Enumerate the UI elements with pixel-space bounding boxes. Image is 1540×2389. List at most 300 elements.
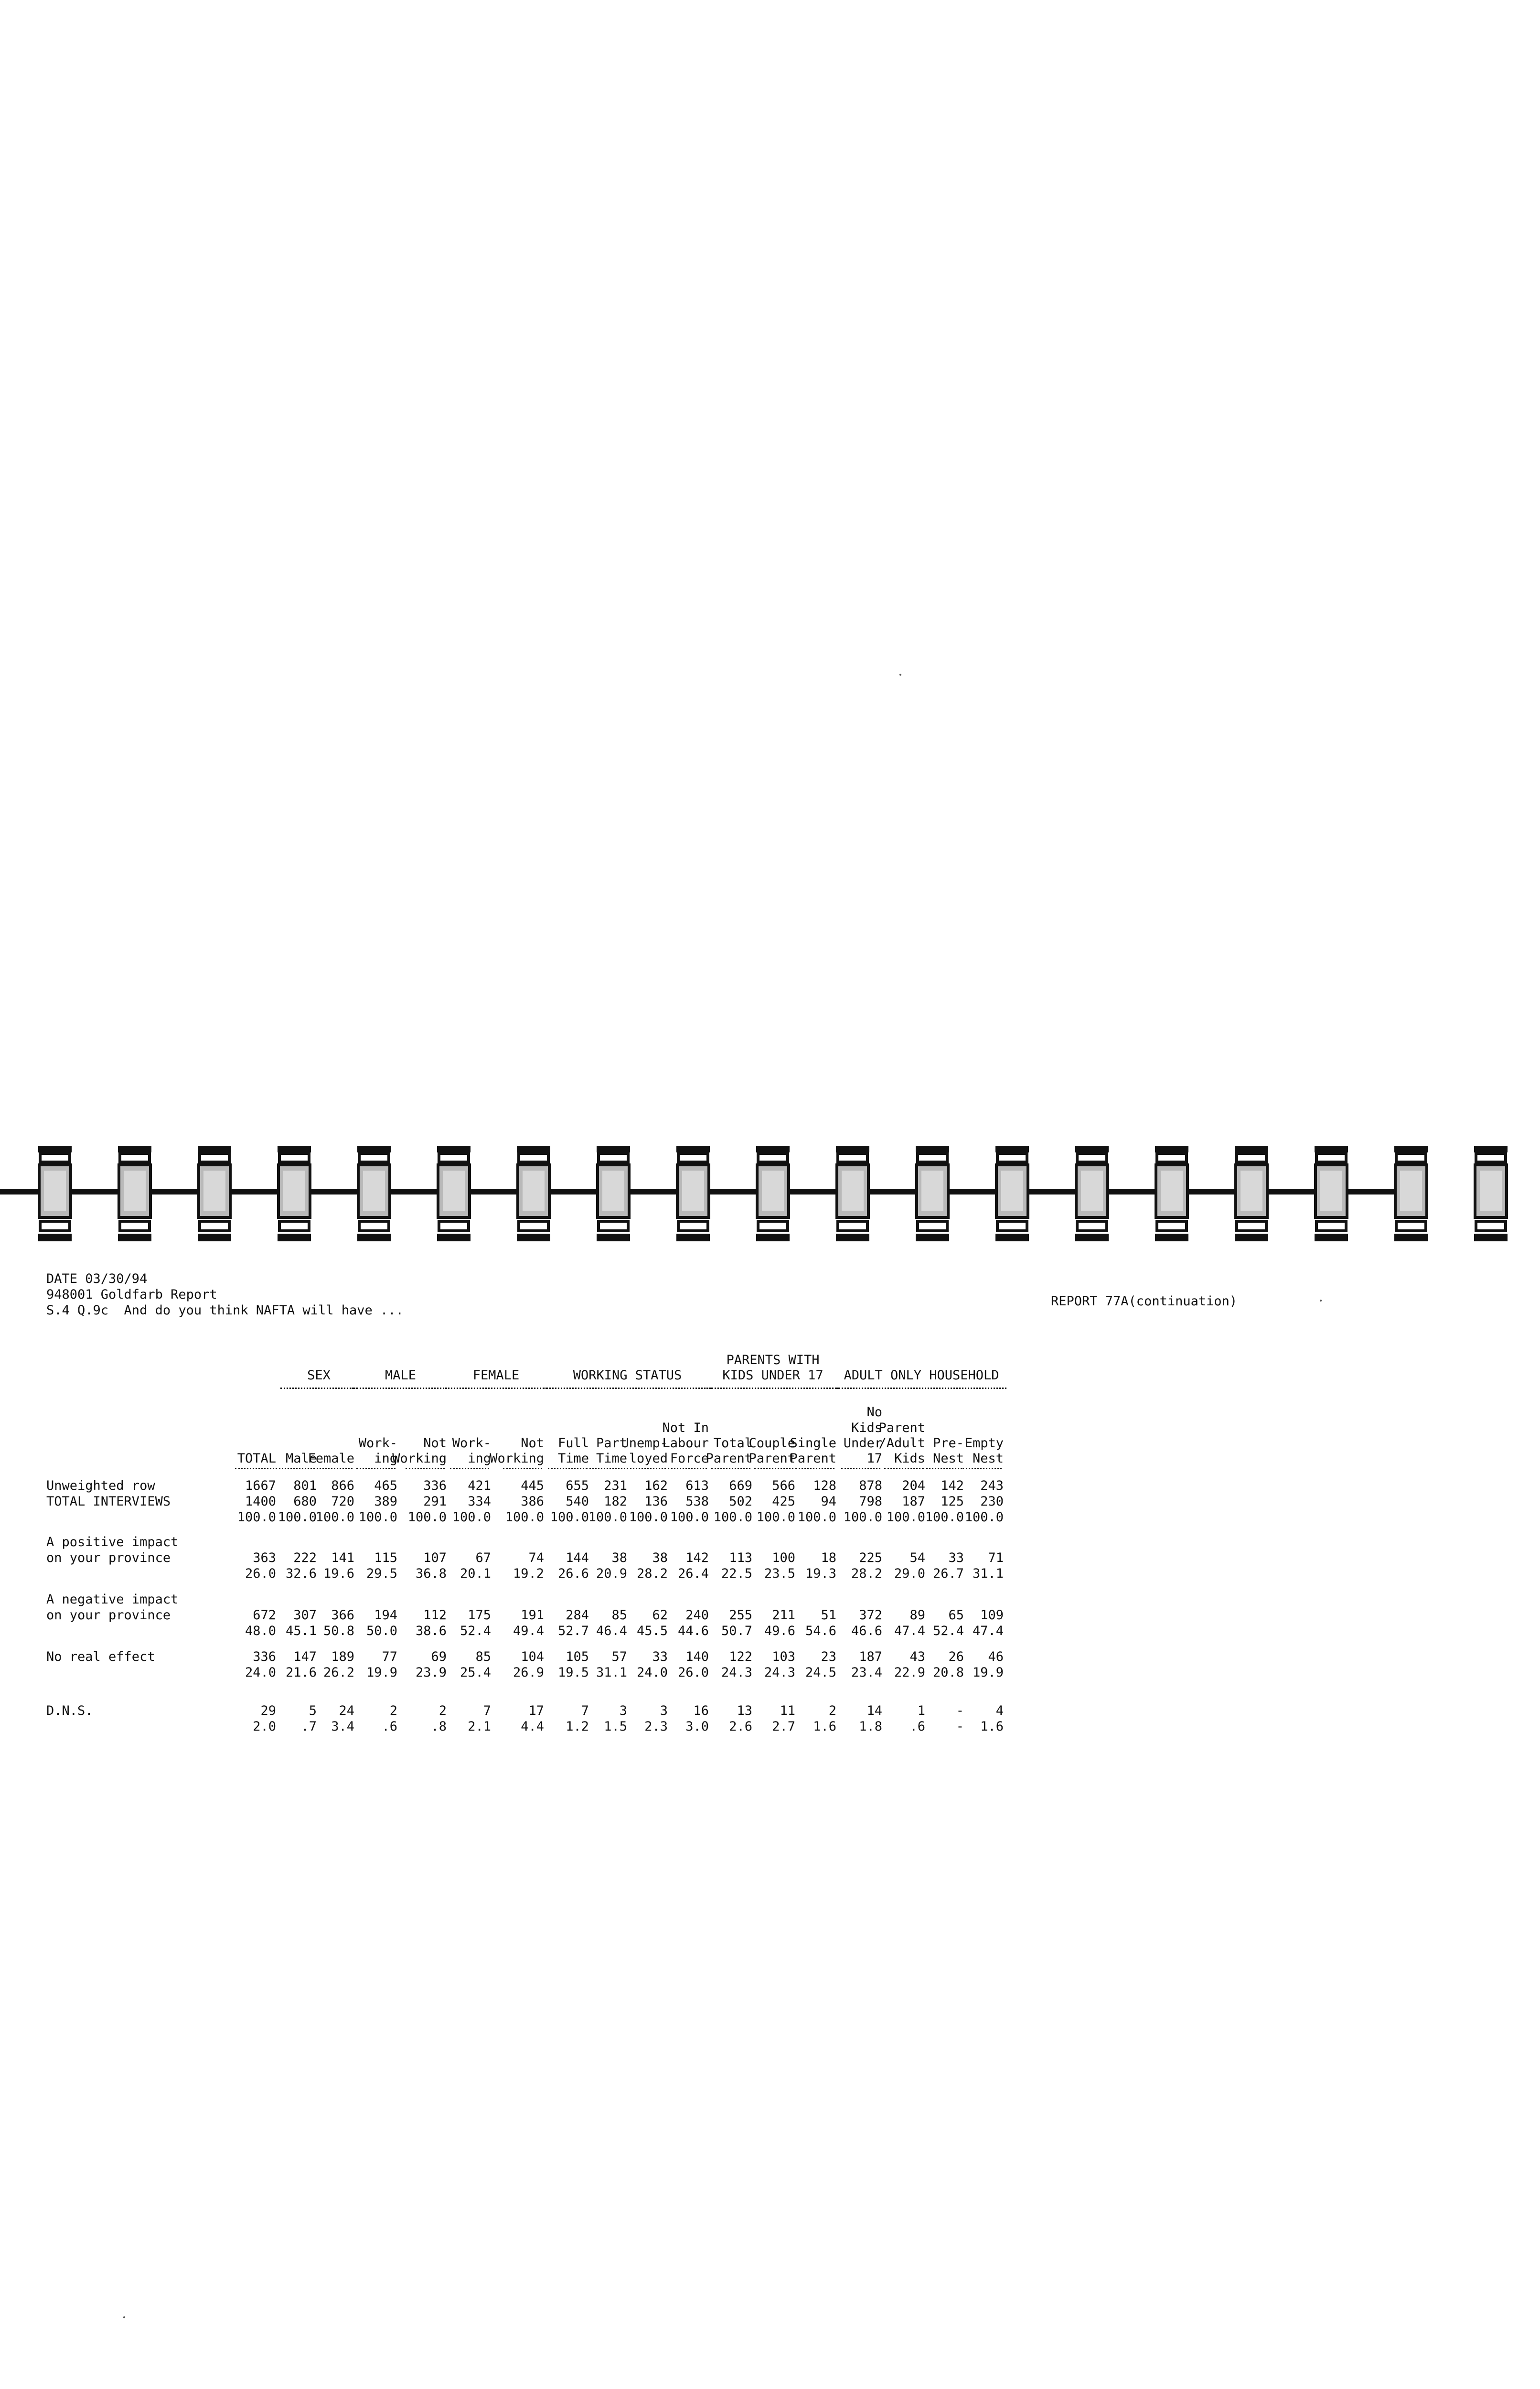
binding-ring-top bbox=[1235, 1146, 1268, 1152]
table-cell: 100.0 bbox=[886, 1510, 925, 1525]
column-header: Parent bbox=[878, 1420, 925, 1435]
column-underline bbox=[586, 1468, 625, 1469]
binding-ring-bottom bbox=[1155, 1234, 1188, 1241]
table-cell: 100.0 bbox=[670, 1510, 709, 1525]
binding-ring-top bbox=[278, 1146, 311, 1152]
table-cell: 878 bbox=[859, 1478, 882, 1493]
table-cell: 866 bbox=[331, 1478, 354, 1493]
column-underline bbox=[923, 1468, 962, 1469]
banner-group-label: FEMALE bbox=[472, 1368, 520, 1383]
binding-ring-top bbox=[198, 1146, 231, 1152]
table-cell: 100.0 bbox=[756, 1510, 795, 1525]
table-cell: 230 bbox=[980, 1494, 1004, 1509]
table-cell: 189 bbox=[331, 1649, 354, 1664]
row-label: on your province bbox=[46, 1608, 171, 1623]
binding-ring-shade bbox=[762, 1171, 784, 1211]
column-header: Labour bbox=[662, 1436, 709, 1451]
table-cell: 17 bbox=[528, 1703, 544, 1718]
table-cell: 366 bbox=[331, 1608, 354, 1623]
banner-group-label: MALE bbox=[385, 1368, 417, 1383]
table-cell: 62 bbox=[652, 1608, 668, 1623]
column-header: No bbox=[866, 1405, 882, 1420]
table-cell: 20.9 bbox=[596, 1566, 627, 1581]
binding-ring-bottom bbox=[437, 1234, 471, 1241]
binding-ring-cap bbox=[519, 1153, 548, 1162]
column-header: 17 bbox=[866, 1451, 882, 1466]
binding-ring-shade bbox=[523, 1171, 545, 1211]
table-cell: 144 bbox=[566, 1550, 589, 1565]
column-underline bbox=[795, 1468, 834, 1469]
table-cell: 7 bbox=[581, 1703, 589, 1718]
binding-ring-foot bbox=[439, 1221, 469, 1231]
column-header: Working bbox=[490, 1451, 544, 1466]
table-cell: 26.6 bbox=[557, 1566, 589, 1581]
table-cell: 46 bbox=[988, 1649, 1004, 1664]
table-cell: 175 bbox=[468, 1608, 491, 1623]
binding-ring-cap bbox=[120, 1153, 150, 1162]
table-cell: 26.2 bbox=[323, 1665, 354, 1680]
binding-ring-cap bbox=[200, 1153, 229, 1162]
binding-ring-shade bbox=[1241, 1171, 1262, 1211]
question-text: S.4 Q.9c And do you think NAFTA will have ... bbox=[46, 1303, 404, 1318]
binding-ring-top bbox=[676, 1146, 710, 1152]
table-cell: 26.9 bbox=[513, 1665, 544, 1680]
column-header: Force bbox=[670, 1451, 709, 1466]
table-cell: .8 bbox=[431, 1719, 447, 1734]
table-cell: 32.6 bbox=[285, 1566, 317, 1581]
binding-ring-foot bbox=[1237, 1221, 1266, 1231]
table-cell: 54.6 bbox=[805, 1624, 836, 1638]
binding-ring-shade bbox=[44, 1171, 66, 1211]
banner-group-label: SEX bbox=[307, 1368, 331, 1383]
column-header: Work- bbox=[358, 1436, 397, 1451]
table-cell: 69 bbox=[431, 1649, 447, 1664]
report-date: DATE 03/30/94 bbox=[46, 1271, 148, 1286]
binding-ring-top bbox=[1075, 1146, 1109, 1152]
table-cell: 100.0 bbox=[629, 1510, 668, 1525]
table-cell: 28.2 bbox=[851, 1566, 882, 1581]
table-cell: 141 bbox=[331, 1550, 354, 1565]
table-cell: 100.0 bbox=[588, 1510, 627, 1525]
table-cell: 47.4 bbox=[972, 1624, 1004, 1638]
column-underline bbox=[548, 1468, 587, 1469]
binding-ring-foot bbox=[1157, 1221, 1187, 1231]
table-cell: 33 bbox=[948, 1550, 964, 1565]
column-header: Kids bbox=[851, 1420, 882, 1435]
binding-ring-cap bbox=[279, 1153, 309, 1162]
table-cell: 113 bbox=[729, 1550, 752, 1565]
banner-group-underline bbox=[280, 1388, 357, 1389]
table-cell: 100.0 bbox=[797, 1510, 836, 1525]
table-cell: 538 bbox=[685, 1494, 709, 1509]
table-cell: 672 bbox=[253, 1608, 276, 1623]
table-cell: 103 bbox=[772, 1649, 795, 1664]
table-cell: 231 bbox=[604, 1478, 627, 1493]
row-label: A positive impact bbox=[46, 1535, 179, 1550]
table-cell: 540 bbox=[566, 1494, 589, 1509]
table-cell: 255 bbox=[729, 1608, 752, 1623]
table-cell: 38 bbox=[611, 1550, 627, 1565]
row-label: A negative impact bbox=[46, 1592, 179, 1607]
column-header: ing bbox=[374, 1451, 397, 1466]
table-cell: 100.0 bbox=[407, 1510, 447, 1525]
table-cell: 3 bbox=[619, 1703, 627, 1718]
banner-group-label: KIDS UNDER 17 bbox=[722, 1368, 823, 1383]
table-cell: .6 bbox=[909, 1719, 925, 1734]
binding-ring-cap bbox=[40, 1153, 70, 1162]
table-cell: 85 bbox=[611, 1608, 627, 1623]
table-cell: 22.9 bbox=[894, 1665, 925, 1680]
table-cell: 51 bbox=[821, 1608, 836, 1623]
table-cell: 211 bbox=[772, 1608, 795, 1623]
binding-ring-bottom bbox=[916, 1234, 949, 1241]
table-cell: 11 bbox=[780, 1703, 795, 1718]
table-cell: 52.4 bbox=[460, 1624, 491, 1638]
table-cell: 3 bbox=[660, 1703, 668, 1718]
binding-ring-bottom bbox=[517, 1234, 550, 1241]
binding-ring-cap bbox=[439, 1153, 469, 1162]
table-cell: 13 bbox=[737, 1703, 752, 1718]
table-cell: 2.0 bbox=[253, 1719, 276, 1734]
column-header: ing bbox=[468, 1451, 491, 1466]
column-underline bbox=[884, 1468, 923, 1469]
column-underline bbox=[503, 1468, 542, 1469]
binding-ring-top bbox=[756, 1146, 790, 1152]
table-cell: 33 bbox=[652, 1649, 668, 1664]
table-cell: 2.1 bbox=[468, 1719, 491, 1734]
table-cell: 801 bbox=[293, 1478, 317, 1493]
table-cell: 104 bbox=[521, 1649, 544, 1664]
column-header: Unemp- bbox=[621, 1436, 668, 1451]
table-cell: 18 bbox=[821, 1550, 836, 1565]
column-header: Working bbox=[392, 1451, 447, 1466]
table-cell: 720 bbox=[331, 1494, 354, 1509]
table-cell: 1.8 bbox=[859, 1719, 882, 1734]
table-cell: 3.4 bbox=[331, 1719, 354, 1734]
table-cell: 421 bbox=[468, 1478, 491, 1493]
column-header: TOTAL bbox=[237, 1451, 276, 1466]
table-cell: 19.2 bbox=[513, 1566, 544, 1581]
table-cell: 465 bbox=[374, 1478, 397, 1493]
binding-ring-foot bbox=[40, 1221, 70, 1231]
table-cell: 26.7 bbox=[932, 1566, 964, 1581]
banner-group-underline bbox=[706, 1388, 839, 1389]
table-cell: 29 bbox=[260, 1703, 276, 1718]
binding-ring-cap bbox=[678, 1153, 708, 1162]
binding-ring-foot bbox=[279, 1221, 309, 1231]
column-underline bbox=[668, 1468, 707, 1469]
binding-ring-foot bbox=[678, 1221, 708, 1231]
table-cell: 31.1 bbox=[596, 1665, 627, 1680]
column-underline bbox=[276, 1468, 315, 1469]
table-cell: 100.0 bbox=[964, 1510, 1004, 1525]
table-cell: 50.0 bbox=[366, 1624, 397, 1638]
table-cell: 1 bbox=[917, 1703, 925, 1718]
binding-ring-bottom bbox=[676, 1234, 710, 1241]
table-cell: 655 bbox=[566, 1478, 589, 1493]
table-cell: 29.5 bbox=[366, 1566, 397, 1581]
banner-group-label: WORKING STATUS bbox=[573, 1368, 682, 1383]
table-cell: 74 bbox=[528, 1550, 544, 1565]
binding-ring-bottom bbox=[38, 1234, 72, 1241]
table-cell: 445 bbox=[521, 1478, 544, 1493]
binding-ring-shade bbox=[1400, 1171, 1422, 1211]
table-cell: 115 bbox=[374, 1550, 397, 1565]
binding-ring-top bbox=[517, 1146, 550, 1152]
row-label: D.N.S. bbox=[46, 1703, 93, 1718]
binding-ring-foot bbox=[918, 1221, 947, 1231]
table-cell: 50.8 bbox=[323, 1624, 354, 1638]
binding-ring-shade bbox=[842, 1171, 864, 1211]
row-label: TOTAL INTERVIEWS bbox=[46, 1494, 171, 1509]
binding-ring-shade bbox=[203, 1171, 225, 1211]
table-cell: 389 bbox=[374, 1494, 397, 1509]
table-cell: 23.4 bbox=[851, 1665, 882, 1680]
column-header: Work- bbox=[452, 1436, 491, 1451]
table-cell: 1.6 bbox=[813, 1719, 836, 1734]
table-cell: 191 bbox=[521, 1608, 544, 1623]
report-id: REPORT 77A(continuation) bbox=[1051, 1294, 1238, 1309]
table-cell: 334 bbox=[468, 1494, 491, 1509]
table-cell: 77 bbox=[382, 1649, 397, 1664]
table-cell: 225 bbox=[859, 1550, 882, 1565]
table-cell: 1400 bbox=[245, 1494, 276, 1509]
binding-ring-bottom bbox=[597, 1234, 630, 1241]
column-underline bbox=[313, 1468, 353, 1469]
table-cell: 136 bbox=[644, 1494, 668, 1509]
column-header: Parent bbox=[749, 1451, 795, 1466]
binding-ring-bottom bbox=[1394, 1234, 1428, 1241]
table-cell: 24.5 bbox=[805, 1665, 836, 1680]
table-cell: 19.9 bbox=[972, 1665, 1004, 1680]
column-underline bbox=[962, 1468, 1002, 1469]
table-cell: 19.3 bbox=[805, 1566, 836, 1581]
column-header: Total bbox=[713, 1436, 752, 1451]
column-header: Time bbox=[557, 1451, 589, 1466]
spiral-binding bbox=[0, 1137, 1540, 1257]
table-cell: 4.4 bbox=[521, 1719, 544, 1734]
table-cell: 24 bbox=[339, 1703, 354, 1718]
table-cell: 182 bbox=[604, 1494, 627, 1509]
table-cell: 147 bbox=[293, 1649, 317, 1664]
table-cell: 291 bbox=[423, 1494, 447, 1509]
table-cell: 194 bbox=[374, 1608, 397, 1623]
table-cell: 284 bbox=[566, 1608, 589, 1623]
binding-ring-foot bbox=[997, 1221, 1027, 1231]
column-underline bbox=[841, 1468, 880, 1469]
column-header: Female bbox=[308, 1451, 354, 1466]
column-underline bbox=[406, 1468, 445, 1469]
table-cell: 222 bbox=[293, 1550, 317, 1565]
table-cell: 243 bbox=[980, 1478, 1004, 1493]
column-header: Not bbox=[521, 1436, 544, 1451]
binding-ring-top bbox=[1155, 1146, 1188, 1152]
banner-group-underline bbox=[543, 1388, 712, 1389]
binding-ring-bottom bbox=[198, 1234, 231, 1241]
table-cell: 57 bbox=[611, 1649, 627, 1664]
column-underline bbox=[627, 1468, 666, 1469]
binding-ring-foot bbox=[599, 1221, 628, 1231]
table-cell: 187 bbox=[902, 1494, 925, 1509]
table-cell: 100.0 bbox=[452, 1510, 491, 1525]
table-cell: 187 bbox=[859, 1649, 882, 1664]
binding-ring-top bbox=[1474, 1146, 1508, 1152]
table-cell: 502 bbox=[729, 1494, 752, 1509]
binding-ring-top bbox=[437, 1146, 471, 1152]
binding-ring-bottom bbox=[1235, 1234, 1268, 1241]
table-cell: 20.1 bbox=[460, 1566, 491, 1581]
crosstab-table bbox=[0, 1338, 1540, 1816]
table-cell: 100.0 bbox=[505, 1510, 544, 1525]
binding-ring-shade bbox=[1161, 1171, 1183, 1211]
table-cell: 2 bbox=[389, 1703, 397, 1718]
banner-group-underline bbox=[352, 1388, 449, 1389]
binding-ring-top bbox=[995, 1146, 1029, 1152]
table-cell: 52.7 bbox=[557, 1624, 589, 1638]
binding-ring-shade bbox=[1320, 1171, 1342, 1211]
table-cell: 109 bbox=[980, 1608, 1004, 1623]
table-cell: 162 bbox=[644, 1478, 668, 1493]
table-cell: 54 bbox=[909, 1550, 925, 1565]
column-underline bbox=[235, 1468, 274, 1469]
binding-ring-cap bbox=[918, 1153, 947, 1162]
table-cell: 49.6 bbox=[764, 1624, 795, 1638]
table-cell: 100.0 bbox=[925, 1510, 964, 1525]
table-cell: 26 bbox=[948, 1649, 964, 1664]
table-cell: 372 bbox=[859, 1608, 882, 1623]
table-cell: 19.6 bbox=[323, 1566, 354, 1581]
table-cell: 25.4 bbox=[460, 1665, 491, 1680]
column-header: /Adult bbox=[878, 1436, 925, 1451]
table-cell: 16 bbox=[693, 1703, 709, 1718]
binding-ring-bottom bbox=[357, 1234, 391, 1241]
binding-ring-cap bbox=[1077, 1153, 1107, 1162]
table-cell: 45.1 bbox=[285, 1624, 317, 1638]
table-cell: 46.4 bbox=[596, 1624, 627, 1638]
binding-ring-top bbox=[118, 1146, 151, 1152]
binding-ring-foot bbox=[200, 1221, 229, 1231]
binding-ring-cap bbox=[997, 1153, 1027, 1162]
row-label: on your province bbox=[46, 1550, 171, 1565]
table-cell: 26.0 bbox=[245, 1566, 276, 1581]
table-cell: 336 bbox=[423, 1478, 447, 1493]
table-cell: 100.0 bbox=[713, 1510, 752, 1525]
table-cell: 24.3 bbox=[764, 1665, 795, 1680]
column-header: Under bbox=[843, 1436, 882, 1451]
binding-ring-bottom bbox=[1315, 1234, 1348, 1241]
table-cell: 22.5 bbox=[721, 1566, 752, 1581]
table-cell: 31.1 bbox=[972, 1566, 1004, 1581]
table-cell: 613 bbox=[685, 1478, 709, 1493]
table-cell: - bbox=[956, 1703, 964, 1718]
table-cell: 36.8 bbox=[415, 1566, 447, 1581]
table-cell: 142 bbox=[685, 1550, 709, 1565]
table-cell: 100.0 bbox=[237, 1510, 276, 1525]
binding-ring-foot bbox=[1077, 1221, 1107, 1231]
column-header: Parent bbox=[706, 1451, 752, 1466]
column-header: Parent bbox=[790, 1451, 836, 1466]
table-cell: 669 bbox=[729, 1478, 752, 1493]
binding-ring-top bbox=[1394, 1146, 1428, 1152]
binding-ring-shade bbox=[921, 1171, 943, 1211]
table-cell: 100.0 bbox=[358, 1510, 397, 1525]
binding-ring-cap bbox=[758, 1153, 788, 1162]
table-cell: 1667 bbox=[245, 1478, 276, 1493]
table-cell: 1.2 bbox=[566, 1719, 589, 1734]
table-cell: 50.7 bbox=[721, 1624, 752, 1638]
column-header: Part bbox=[596, 1436, 627, 1451]
row-label: Unweighted row bbox=[46, 1478, 155, 1493]
column-header: Single bbox=[790, 1436, 836, 1451]
table-cell: 85 bbox=[475, 1649, 491, 1664]
binding-ring-cap bbox=[1396, 1153, 1426, 1162]
scan-speck bbox=[123, 2316, 125, 2318]
table-cell: 2 bbox=[828, 1703, 836, 1718]
table-cell: .6 bbox=[382, 1719, 397, 1734]
binding-ring-bottom bbox=[995, 1234, 1029, 1241]
column-header: loyed bbox=[629, 1451, 668, 1466]
column-header: Full bbox=[557, 1436, 589, 1451]
column-underline bbox=[711, 1468, 750, 1469]
table-cell: 122 bbox=[729, 1649, 752, 1664]
table-cell: 48.0 bbox=[245, 1624, 276, 1638]
binding-ring-foot bbox=[1476, 1221, 1506, 1231]
binding-ring-shade bbox=[1001, 1171, 1023, 1211]
binding-ring-shade bbox=[682, 1171, 704, 1211]
table-cell: 26.4 bbox=[677, 1566, 709, 1581]
table-cell: 28.2 bbox=[636, 1566, 668, 1581]
table-cell: 23.9 bbox=[415, 1665, 447, 1680]
table-cell: 1.6 bbox=[980, 1719, 1004, 1734]
table-cell: 105 bbox=[566, 1649, 589, 1664]
table-cell: 52.4 bbox=[932, 1624, 964, 1638]
column-header: Male bbox=[285, 1451, 317, 1466]
column-header: Empty bbox=[964, 1436, 1004, 1451]
column-header: Not bbox=[423, 1436, 447, 1451]
binding-ring-cap bbox=[1237, 1153, 1266, 1162]
table-cell: 336 bbox=[253, 1649, 276, 1664]
binding-ring-cap bbox=[1157, 1153, 1187, 1162]
table-cell: 386 bbox=[521, 1494, 544, 1509]
column-header: Not In bbox=[662, 1420, 709, 1435]
table-cell: 47.4 bbox=[894, 1624, 925, 1638]
table-cell: 3.0 bbox=[685, 1719, 709, 1734]
binding-ring-top bbox=[1315, 1146, 1348, 1152]
table-cell: 46.6 bbox=[851, 1624, 882, 1638]
binding-ring-bottom bbox=[1075, 1234, 1109, 1241]
table-cell: 100.0 bbox=[550, 1510, 589, 1525]
column-underline bbox=[754, 1468, 793, 1469]
table-cell: 23.5 bbox=[764, 1566, 795, 1581]
column-header: Nest bbox=[972, 1451, 1004, 1466]
table-cell: 425 bbox=[772, 1494, 795, 1509]
column-header: Kids bbox=[894, 1451, 925, 1466]
binding-ring-bottom bbox=[836, 1234, 869, 1241]
table-cell: 67 bbox=[475, 1550, 491, 1565]
table-cell: 24.3 bbox=[721, 1665, 752, 1680]
table-cell: 140 bbox=[685, 1649, 709, 1664]
scan-speck bbox=[899, 674, 901, 676]
banner-group-underline bbox=[836, 1388, 1006, 1389]
table-cell: 142 bbox=[941, 1478, 964, 1493]
table-cell: 680 bbox=[293, 1494, 317, 1509]
binding-ring-bottom bbox=[1474, 1234, 1508, 1241]
binding-ring-cap bbox=[1476, 1153, 1506, 1162]
column-header: Couple bbox=[749, 1436, 795, 1451]
scan-speck bbox=[1320, 1300, 1322, 1302]
binding-ring-top bbox=[916, 1146, 949, 1152]
binding-ring-foot bbox=[120, 1221, 150, 1231]
